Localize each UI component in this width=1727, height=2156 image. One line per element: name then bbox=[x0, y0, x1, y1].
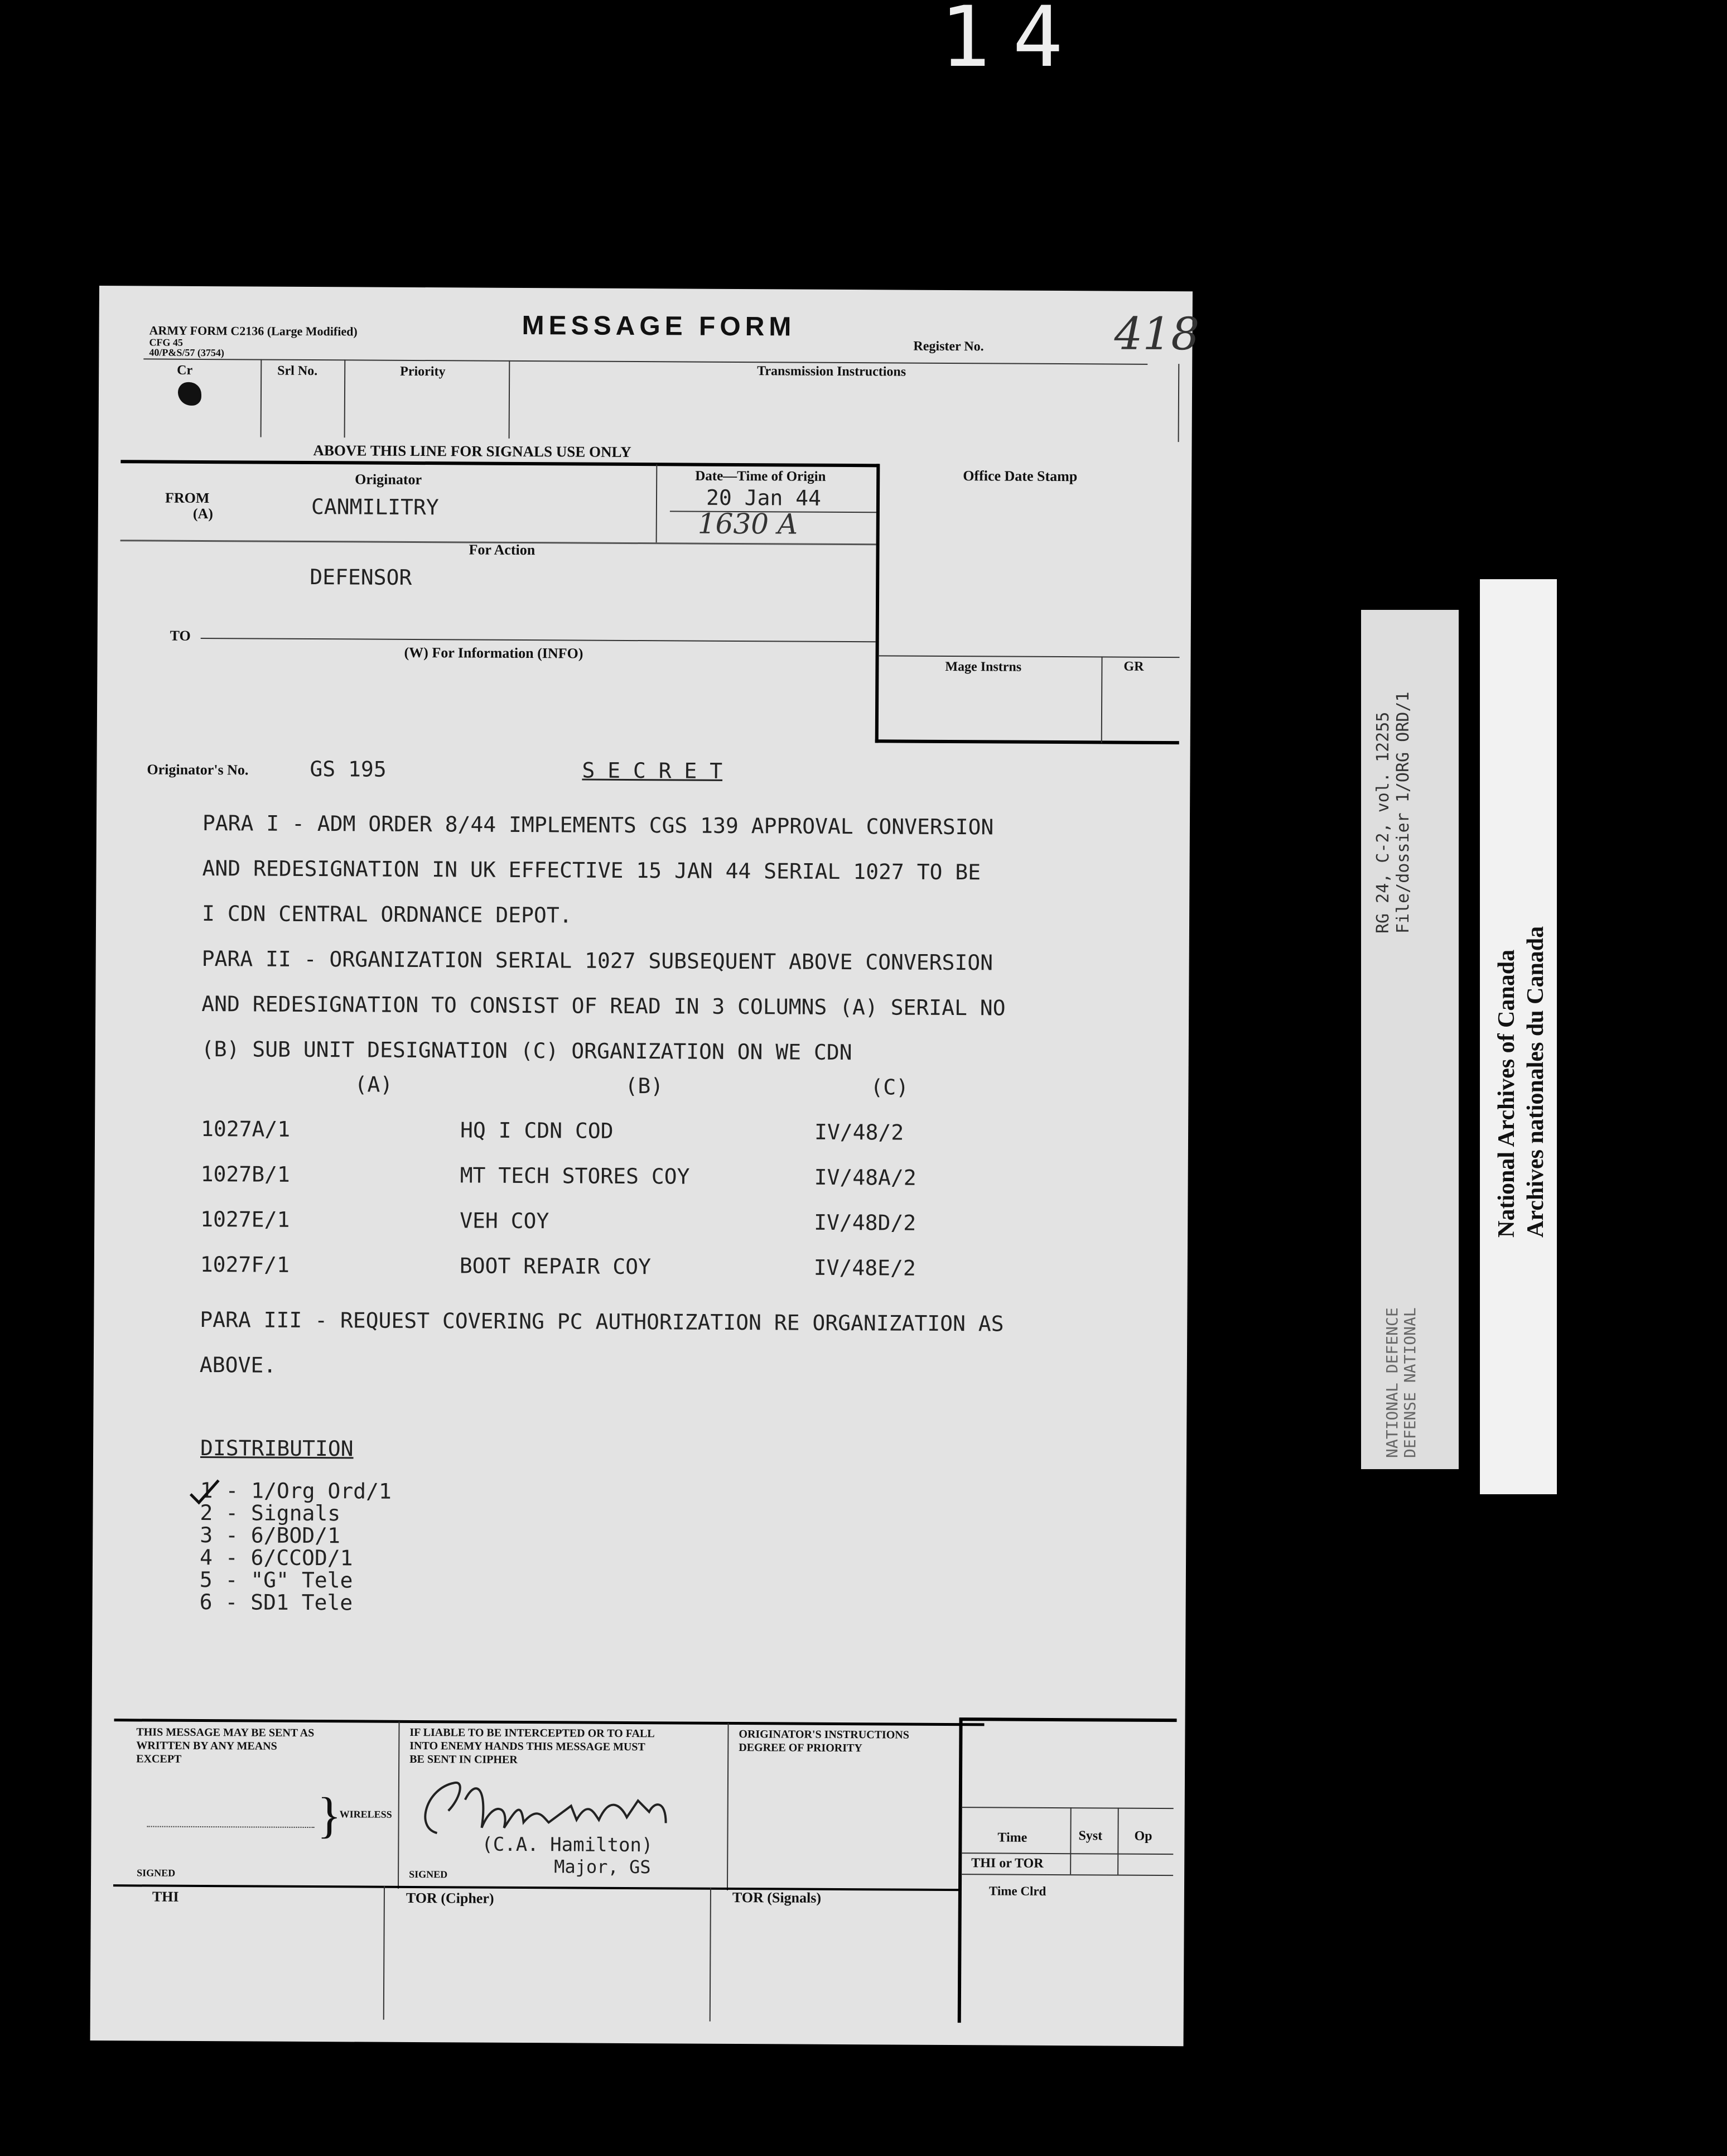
originator-instructions bbox=[739, 1727, 909, 1755]
to-label: TO bbox=[170, 627, 191, 644]
tor-cipher-label: TOR (Cipher) bbox=[406, 1889, 494, 1907]
body-line: PARA II - ORGANIZATION SERIAL 1027 SUBSEQUENT ABOVE CONVERSION bbox=[201, 946, 993, 975]
army-form-line: ARMY FORM C2136 (Large Modified) bbox=[149, 323, 358, 339]
body-line: AND REDESIGNATION TO CONSIST OF READ IN 3 COLUMNS (A) SERIAL NO bbox=[201, 991, 1006, 1021]
archives-text bbox=[1492, 926, 1550, 1238]
reference-text bbox=[1373, 692, 1414, 933]
register-no-label: Register No. bbox=[913, 339, 984, 354]
column-header-c: (C) bbox=[870, 1075, 909, 1100]
para-three bbox=[200, 1297, 1004, 1392]
body-line: I CDN CENTRAL ORDNANCE DEPOT. bbox=[201, 901, 572, 928]
defence-line: NATIONAL DEFENCE bbox=[1383, 1307, 1401, 1458]
body-line: ABOVE. bbox=[199, 1352, 277, 1378]
originators-no-label: Originator's No. bbox=[147, 761, 249, 778]
reference-label bbox=[1361, 610, 1459, 1469]
syst-label: Syst bbox=[1078, 1828, 1103, 1844]
page-number-handwritten: 418 bbox=[1114, 307, 1200, 360]
info-label: (W) For Information (INFO) bbox=[404, 644, 583, 662]
wireless-line bbox=[147, 1815, 315, 1828]
serial-no-cell: 1027F/1 bbox=[200, 1252, 290, 1277]
cipher-note bbox=[409, 1726, 722, 1768]
frame-number: 14 bbox=[940, 0, 1086, 86]
date-value: 20 Jan 44 bbox=[706, 485, 822, 511]
note-line: THIS MESSAGE MAY BE SENT AS bbox=[136, 1726, 315, 1740]
defence-text bbox=[1383, 1307, 1419, 1458]
serial-no-cell: 1027A/1 bbox=[200, 1116, 291, 1142]
designation-cell: VEH COY bbox=[460, 1208, 549, 1234]
army-form-line: CFG 45 bbox=[149, 336, 184, 348]
archives-label bbox=[1480, 579, 1557, 1494]
body-line: PARA III - REQUEST COVERING PC AUTHORIZATION RE ORGANIZATION AS bbox=[200, 1307, 1004, 1336]
list-item: 5 - "G" Tele bbox=[199, 1567, 353, 1593]
organization-cell: IV/48E/2 bbox=[813, 1255, 916, 1281]
time-label: Time bbox=[997, 1830, 1027, 1845]
reference-line: File/dossier 1/ORG ORD/1 bbox=[1393, 691, 1413, 933]
from-label: FROM bbox=[165, 489, 210, 507]
note-line: DEGREE OF PRIORITY bbox=[739, 1741, 862, 1755]
wireless-label: WIRELESS bbox=[339, 1808, 392, 1820]
reference-line: RG 24, C-2, vol. 12255 bbox=[1373, 711, 1393, 933]
mage-instrns-label: Mage Instrns bbox=[945, 659, 1022, 675]
column-header-a: (A) bbox=[354, 1072, 393, 1097]
office-date-stamp-label: Office Date Stamp bbox=[963, 468, 1078, 485]
thi-or-tor-label: THI or TOR bbox=[971, 1856, 1044, 1871]
originators-no-value: GS 195 bbox=[310, 756, 387, 782]
column-header-b: (B) bbox=[625, 1073, 664, 1099]
note-line: WRITTEN BY ANY MEANS bbox=[136, 1739, 277, 1753]
gr-label: GR bbox=[1123, 659, 1144, 674]
form-title: MESSAGE FORM bbox=[522, 310, 796, 342]
cr-label: Cr bbox=[177, 363, 193, 378]
note-line: BE SENT IN CIPHER bbox=[409, 1753, 518, 1766]
time-of-origin-handwritten: 1630 A bbox=[697, 507, 798, 541]
signature-rank: Major, GS bbox=[554, 1856, 651, 1878]
army-form-id bbox=[149, 324, 357, 358]
signals-use-only-note: ABOVE THIS LINE FOR SIGNALS USE ONLY bbox=[313, 442, 631, 460]
brace: } bbox=[317, 1788, 342, 1844]
designation-cell: MT TECH STORES COY bbox=[460, 1163, 690, 1189]
organization-cell: IV/48A/2 bbox=[814, 1164, 916, 1190]
originator-value: CANMILITRY bbox=[311, 494, 439, 520]
serial-no-cell: 1027B/1 bbox=[200, 1161, 290, 1187]
op-label: Op bbox=[1134, 1828, 1152, 1844]
defence-line: DEFENSE NATIONAL bbox=[1401, 1307, 1419, 1458]
written-note bbox=[136, 1725, 387, 1767]
note-line: INTO ENEMY HANDS THIS MESSAGE MUST bbox=[409, 1739, 645, 1754]
signature-name: (C.A. Hamilton) bbox=[481, 1833, 653, 1857]
message-body bbox=[201, 801, 1007, 1076]
classification-marking: S E C R E T bbox=[582, 758, 723, 783]
organization-cell: IV/48/2 bbox=[814, 1119, 904, 1145]
table-row bbox=[200, 1207, 1093, 1245]
designation-cell: HQ I CDN COD bbox=[460, 1118, 614, 1143]
message-form-sheet bbox=[90, 286, 1200, 2046]
transmission-instructions-label: Transmission Instructions bbox=[757, 364, 906, 379]
note-line: ORIGINATOR'S INSTRUCTIONS bbox=[739, 1728, 909, 1741]
for-action-label: For Action bbox=[469, 541, 536, 559]
thi-label: THI bbox=[152, 1888, 179, 1905]
body-line: AND REDESIGNATION IN UK EFFECTIVE 15 JAN 44 SERIAL 1027 TO BE bbox=[202, 855, 981, 885]
distribution-title: DISTRIBUTION bbox=[200, 1435, 354, 1461]
ink-blot bbox=[178, 382, 201, 406]
list-item: 6 - SD1 Tele bbox=[199, 1589, 353, 1615]
army-form-line: 40/P&S/57 (3754) bbox=[149, 346, 224, 359]
body-line: PARA I - ADM ORDER 8/44 IMPLEMENTS CGS 139 APPROVAL CONVERSION bbox=[202, 810, 994, 840]
note-line: EXCEPT bbox=[136, 1753, 182, 1765]
list-item: 2 - Signals bbox=[200, 1500, 341, 1526]
tor-signals-label: TOR (Signals) bbox=[732, 1889, 822, 1906]
archives-line: National Archives of Canada bbox=[1494, 949, 1519, 1238]
priority-label: Priority bbox=[400, 364, 446, 379]
table-row bbox=[201, 1116, 1093, 1154]
distribution-list bbox=[200, 1479, 392, 1614]
originator-label: Originator bbox=[355, 471, 422, 488]
archives-line: Archives nationales du Canada bbox=[1523, 926, 1548, 1238]
time-clrd-label: Time Clrd bbox=[988, 1884, 1046, 1898]
action-value: DEFENSOR bbox=[310, 564, 412, 590]
from-sub-label: (A) bbox=[192, 505, 214, 522]
designation-cell: BOOT REPAIR COY bbox=[459, 1253, 652, 1279]
signed-label: SIGNED bbox=[137, 1867, 176, 1879]
signed-label: SIGNED bbox=[409, 1868, 448, 1880]
date-time-label: Date—Time of Origin bbox=[695, 468, 826, 484]
list-item: 1 - 1/Org Ord/1 bbox=[200, 1478, 392, 1504]
body-line: (B) SUB UNIT DESIGNATION (C) ORGANIZATION ON WE CDN bbox=[201, 1036, 852, 1065]
serial-no-cell: 1027E/1 bbox=[200, 1206, 290, 1232]
check-mark-icon bbox=[188, 1478, 221, 1505]
srl-no-label: Srl No. bbox=[277, 363, 318, 379]
list-item: 3 - 6/BOD/1 bbox=[200, 1522, 341, 1548]
table-row bbox=[200, 1162, 1093, 1200]
organization-cell: IV/48D/2 bbox=[814, 1210, 916, 1235]
list-item: 4 - 6/CCOD/1 bbox=[199, 1544, 353, 1571]
note-line: IF LIABLE TO BE INTERCEPTED OR TO FALL bbox=[409, 1726, 655, 1740]
table-row bbox=[200, 1252, 1093, 1290]
